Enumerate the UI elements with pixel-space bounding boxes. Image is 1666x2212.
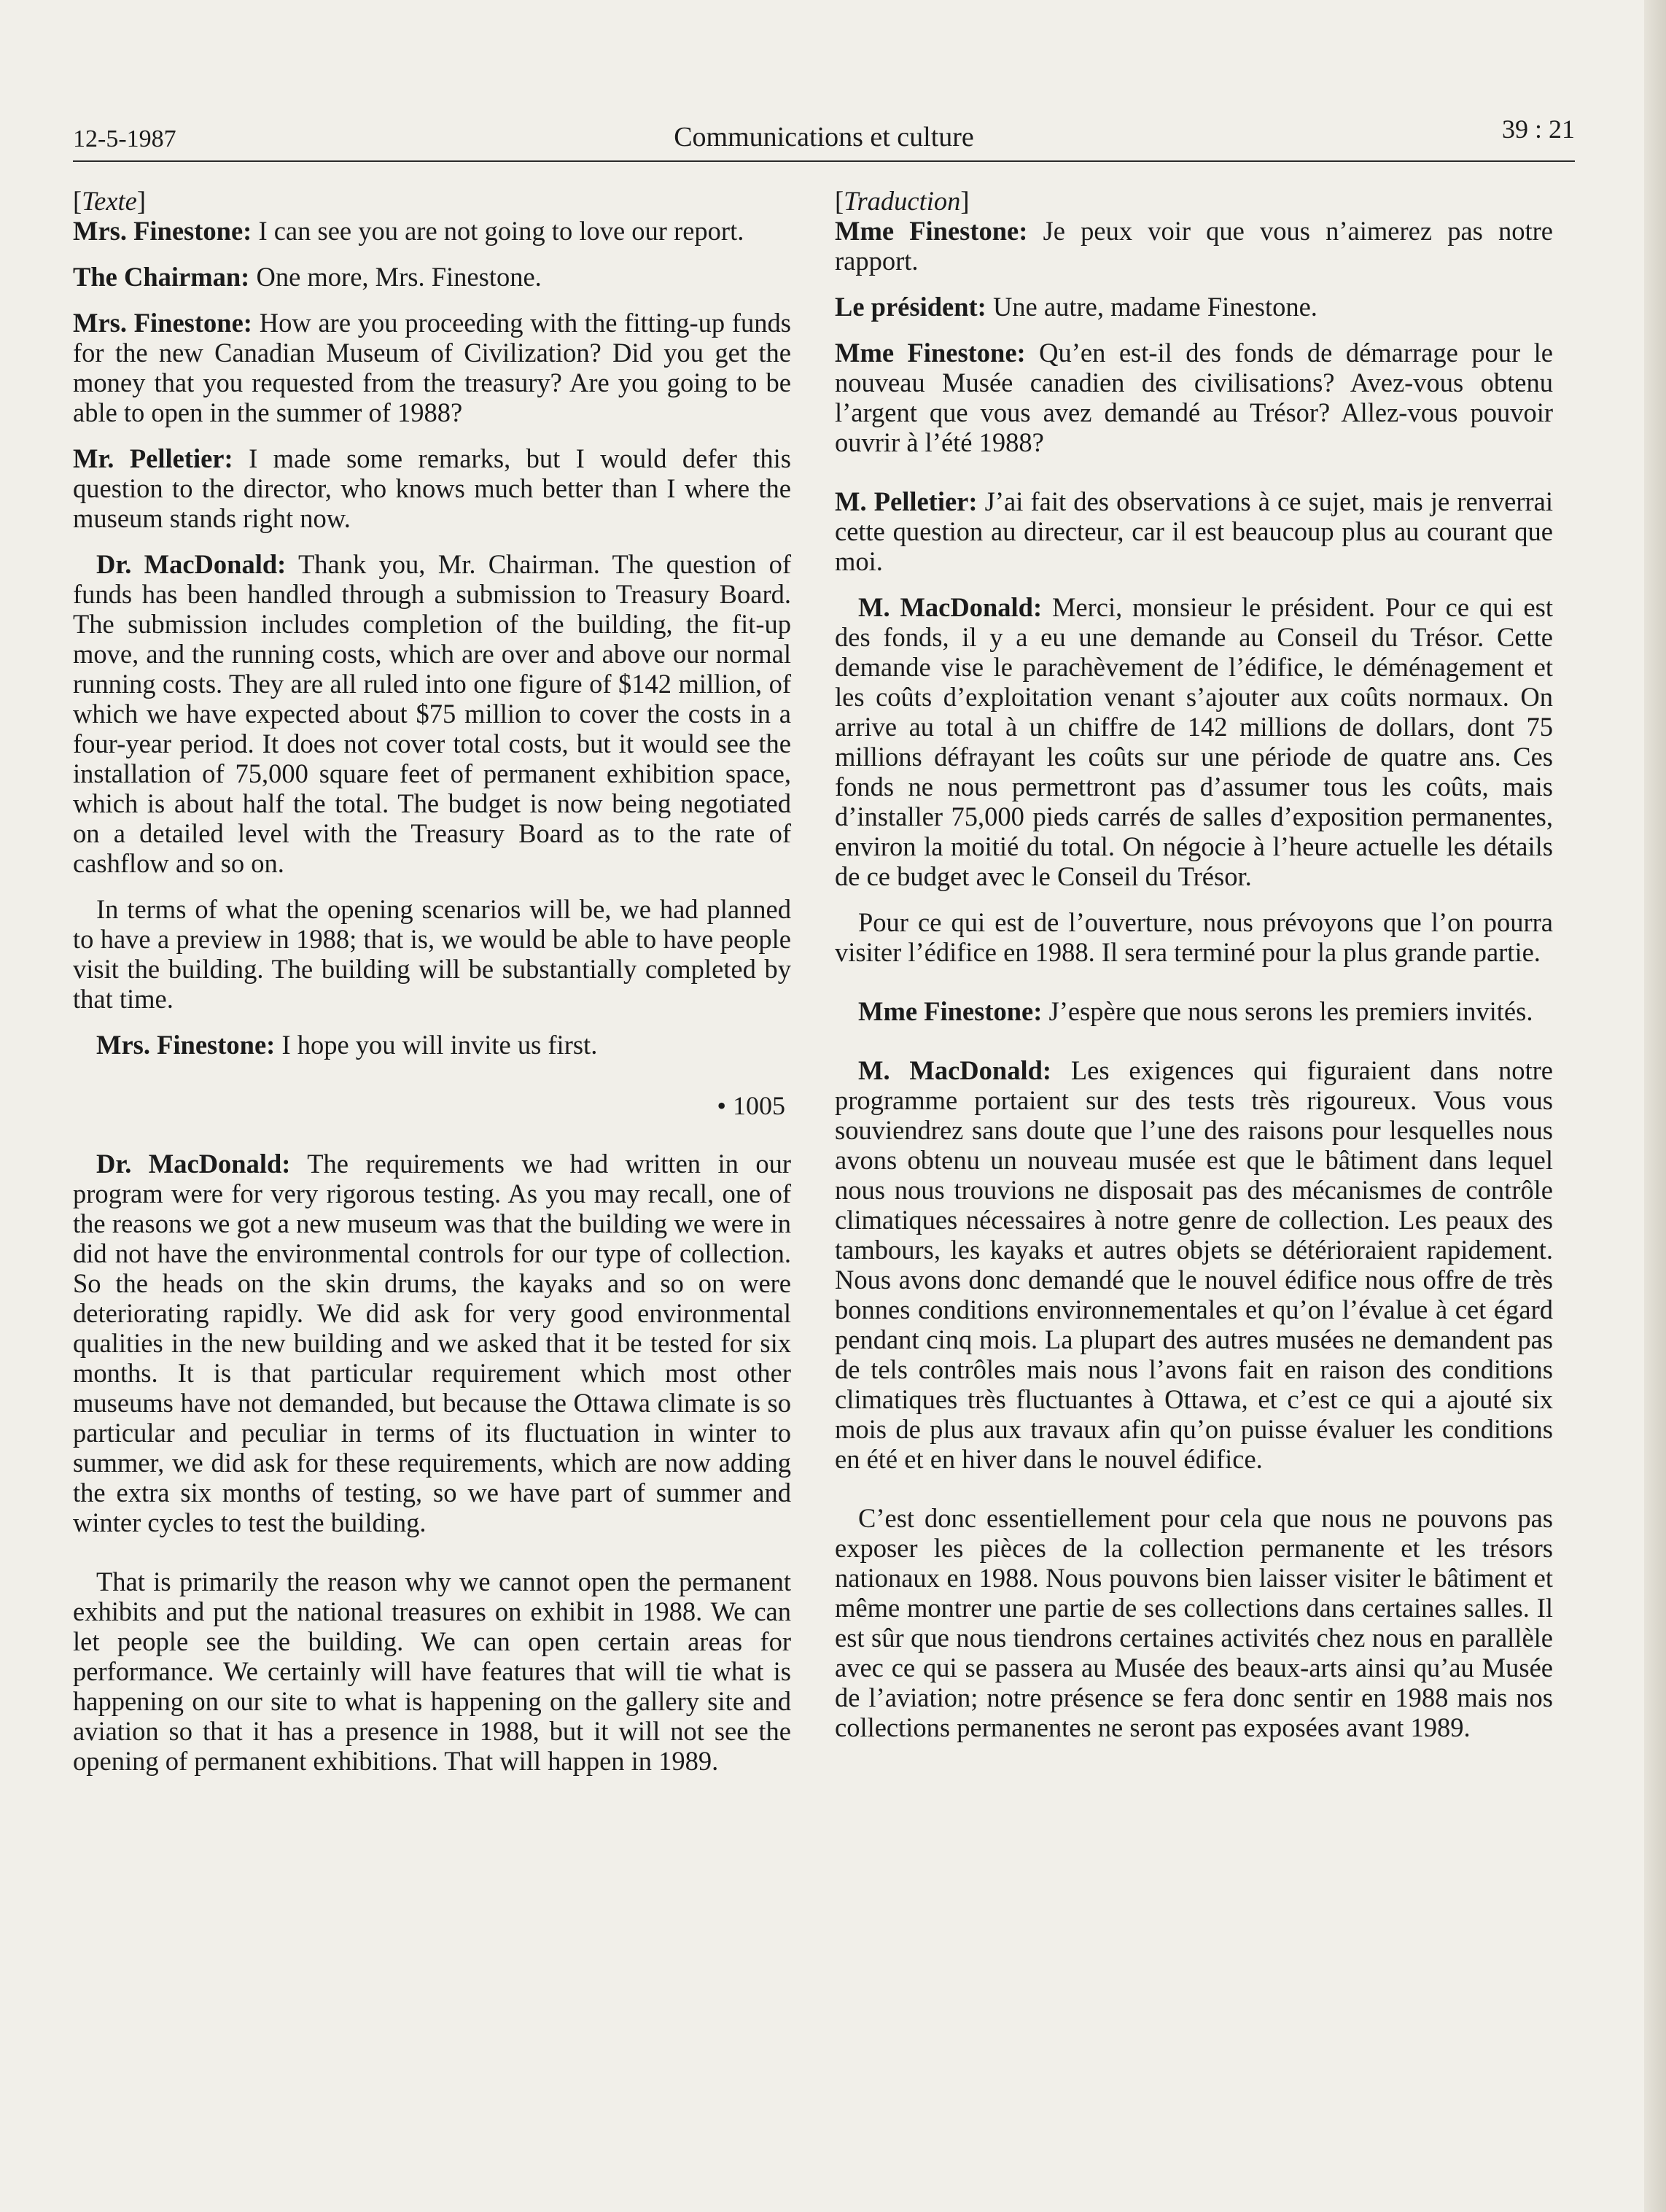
speech: Qu’en est-il des fonds de démarrage pour le nouveau Musée canadien des civilisations? Avez-vous obtenu l’argent que vous avez demandé au Trésor? Allez-vous pouvoir ouvrir à l’été 1988? [835, 338, 1553, 457]
paragraph [835, 996, 1553, 1026]
header-page-number: 39 : 21 [1501, 115, 1575, 144]
french-column [835, 186, 1553, 1758]
paragraph [835, 292, 1553, 322]
language-tag-text: Traduction [844, 186, 961, 216]
speech: I hope you will invite us first. [275, 1030, 598, 1060]
paragraph [835, 1055, 1553, 1474]
speech: Je peux voir que vous n’aimerez pas notre rapport. [835, 216, 1553, 276]
speaker: Dr. MacDonald: [96, 549, 287, 579]
speaker: M. Pelletier: [835, 486, 978, 516]
speaker: The Chairman: [73, 262, 250, 292]
speaker: Mme Finestone: [835, 216, 1028, 246]
speech: Merci, monsieur le président. Pour ce qui est des fonds, il y a eu une demande au Conseil du Trésor. Cette demande vise le parachèvement de l’édifice, le déménagement et les coûts d’exploitation venant s’ajouter aux coûts normaux. On arrive au total à un chiffre de 142 millions de dollars, dont 75 millions défrayant les coûts sur une période de quatre ans. Ces fonds ne nous permettront pas d’assumer tous les coûts, mais d’installer 75,000 pieds carrés de salles d’exposition permanentes, environ la moitié du total. On négocie à l’heure actuelle les détails de ce budget avec le Conseil du Trésor. [835, 592, 1553, 891]
speaker: Mrs. Finestone: [73, 216, 252, 246]
paragraph [73, 549, 791, 878]
paragraph: C’est donc essentiellement pour cela que nous ne pouvons pas exposer les pièces de la collection permanente et les trésors nationaux en 1988. Nous pouvons bien laisser visiter le bâtiment et même montrer une partie de ses collections dans certaines salles. Il est sûr que nous tiendrons certaines activités chez nous en parallèle avec ce qui se passera au Musée des beaux-arts ainsi qu’au Musée de l’aviation; notre présence se fera donc sentir en 1988 mais nos collections permanentes ne seront pas exposées avant 1989. [835, 1503, 1553, 1742]
speech: Les exigences qui figuraient dans notre programme portaient sur des tests très rigoureux. Vous vous souviendrez sans doute que l’une des raisons pour lesquelles nous avons obtenu un nouveau musée est que le bâtiment dans lequel nous nous trouvions ne disposait pas des mécanismes de contrôle climatiques nécessaires à notre genre de collection. Les peaux des tambours, les kayaks et autres objets se détérioraient rapidement. Nous avons donc demandé que le nouvel édifice nous offre de très bonnes conditions environnementales et qu’on l’évalue à cet égard pendant cinq mois. La plupart des autres musées ne demandent pas de tels contrôles mais nous l’avons fait en raison des conditions climatiques très fluctuantes à Ottawa, et c’est ce qui a ajouté six mois de plus aux travaux afin qu’on puisse évaluer les conditions en été et en hiver dans le nouvel édifice. [835, 1055, 1553, 1474]
english-column [73, 186, 791, 1792]
language-tag: [Traduction] [835, 186, 970, 216]
speaker: Le président: [835, 292, 986, 322]
header-date: 12-5-1987 [73, 125, 176, 152]
header-title: Communications et culture [674, 122, 974, 152]
speech: I made some remarks, but I would defer this question to the director, who knows much better than I where the museum stands right now. [73, 443, 791, 533]
paragraph [73, 308, 791, 427]
paragraph [73, 216, 791, 246]
paragraph [73, 262, 791, 292]
speech: Une autre, madame Finestone. [986, 292, 1317, 322]
language-tag-text: Texte [82, 186, 137, 216]
speech: The requirements we had written in our program were for very rigorous testing. As you may recall, one of the reasons we got a new museum was that the building we were in did not have the environmental controls for our type of collection. So the heads on the skin drums, the kayaks and so on were deteriorating rapidly. We did ask for very good environmental qualities in the new building and we asked that it be tested for six months. It is that particular requirement which most other museums have not demanded, but because the Ottawa climate is so particular and peculiar in terms of its fluctuation in winter to summer, we did ask for these requirements, which are now adding the extra six months of testing, so we have part of summer and winter cycles to test the building. [73, 1149, 791, 1537]
paragraph: That is primarily the reason why we cannot open the permanent exhibits and put the national treasures on exhibit in 1988. We can let people see the building. We can open certain areas for performance. We certainly will have features that will tie what is happening on our site to what is happening on the gallery site and aviation so that it has a presence in 1988, but it will not see the opening of permanent exhibitions. That will happen in 1989. [73, 1567, 791, 1776]
paragraph: In terms of what the opening scenarios will be, we had planned to have a preview in 1988; that is, we would be able to have people visit the building. The building will be substantially completed by that time. [73, 894, 791, 1014]
paragraph [835, 486, 1553, 576]
timestamp: • 1005 [717, 1091, 785, 1120]
language-tag: [Texte] [73, 186, 147, 216]
page-header [73, 109, 1575, 162]
speaker: M. MacDonald: [858, 1055, 1052, 1085]
speech: J’ai fait des observations à ce sujet, mais je renverrai cette question au directeur, car il est beaucoup plus au courant que moi. [835, 486, 1554, 576]
speaker: Mrs. Finestone: [96, 1030, 276, 1060]
paragraph [73, 1030, 791, 1060]
speaker: Mrs. Finestone: [73, 308, 252, 338]
speech: J’espère que nous serons les premiers invités. [1042, 996, 1533, 1026]
paragraph [73, 1149, 791, 1537]
speaker: Mme Finestone: [835, 338, 1026, 368]
speaker: Dr. MacDonald: [96, 1149, 291, 1179]
paragraph [835, 338, 1553, 457]
paragraph: Pour ce qui est de l’ouverture, nous prévoyons que l’on pourra visiter l’édifice en 1988. Il sera terminé pour la plus grande partie. [835, 907, 1553, 967]
speaker: Mr. Pelletier: [73, 443, 233, 473]
speech: Thank you, Mr. Chairman. The question of funds has been handled through a submission to Treasury Board. The submission includes completion of the building, the fit-up move, and the running costs, which are over and above our normal running costs. They are all ruled into one figure of $142 million, of which we have expected about $75 million to cover the costs in a four-year period. It does not cover total costs, but it would see the installation of 75,000 square feet of permanent exhibition space, which is about half the total. The budget is now being negotiated on a detailed level with the Treasury Board as to the rate of cashflow and so on. [73, 549, 791, 878]
speech: One more, Mrs. Finestone. [249, 262, 542, 292]
paragraph [835, 216, 1553, 276]
speaker: Mme Finestone: [858, 996, 1043, 1026]
paragraph [835, 592, 1553, 891]
speaker: M. MacDonald: [858, 592, 1043, 622]
speech: I can see you are not going to love our report. [252, 216, 744, 246]
speech: How are you proceeding with the fitting-up funds for the new Canadian Museum of Civilization? Did you get the money that you requested from the treasury? Are you going to be able to open in the summer of 1988? [73, 308, 791, 427]
page-edge [1644, 0, 1666, 2212]
paragraph [73, 443, 791, 533]
